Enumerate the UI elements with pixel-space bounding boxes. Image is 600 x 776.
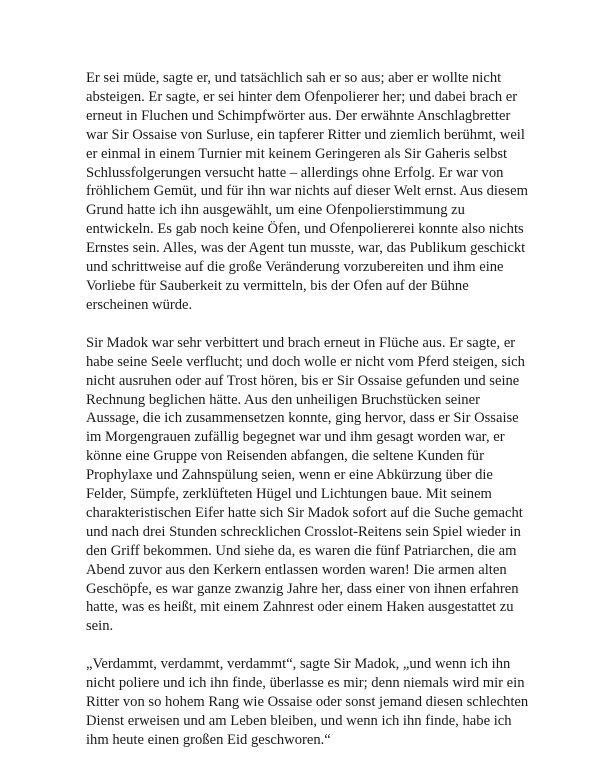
text-line: er einmal in einem Turnier mit keinem Geringeren als Sir Gaheris selbst xyxy=(86,145,508,162)
text-line: erneut in Fluchen und Schimpfwörter aus. Der erwähnte Anschlagbretter xyxy=(86,107,511,124)
text-line: könne eine Gruppe von Reisenden abfangen, die seltene Kunden für xyxy=(86,448,484,465)
text-line: nicht ausruhen oder auf Trost hören, bis er Sir Ossaise gefunden und seine xyxy=(86,372,520,389)
paragraph-3 xyxy=(86,655,536,750)
text-line: Grund hatte ich ihn ausgewählt, um eine Ofenpolierstimmung zu xyxy=(86,202,465,219)
text-line: fröhlichem Gemüt, und für ihn war nichts auf dieser Welt ernst. Aus diesem xyxy=(86,183,528,200)
text-line: hatte, was es heißt, mit einem Zahnrest oder einem Haken ausgestattet zu xyxy=(86,599,514,616)
text-line: Geschöpfe, es war ganze zwanzig Jahre her, dass einer von ihnen erfahren xyxy=(86,580,519,597)
text-line: den Griff bekommen. Und siehe da, es waren die fünf Patriarchen, die am xyxy=(86,542,517,559)
text-line: Ritter von so hohem Rang wie Ossaise oder sonst jemand diesen schlechten xyxy=(86,694,529,711)
text-line: Vorliebe für Sauberkeit zu vermitteln, bis der Ofen auf der Bühne xyxy=(86,277,469,294)
text-line: Sir Madok war sehr verbittert und brach erneut in Flüche aus. Er sagte, er xyxy=(86,334,516,351)
text-line: und schrittweise auf die große Veränderung vorzubereiten und ihm eine xyxy=(86,259,504,276)
text-line: Abend zuvor aus den Kerkern entlassen worden waren! Die armen alten xyxy=(86,561,507,578)
text-line: sein. xyxy=(86,618,114,635)
text-line: Prophylaxe und Zahnspülung seien, wenn er eine Abkürzung über die xyxy=(86,467,493,484)
text-line: erscheinen würde. xyxy=(86,296,193,313)
text-line: absteigen. Er sagte, er sei hinter dem Ofenpolierer her; und dabei brach er xyxy=(86,88,518,105)
text-line: war Sir Ossaise von Surluse, ein tapferer Ritter und ziemlich berühmt, weil xyxy=(86,126,525,143)
text-line: entwickeln. Es gab noch keine Öfen, und Ofenpoliererei konnte also nichts xyxy=(86,221,524,238)
text-line: habe seine Seele verflucht; und doch wolle er nicht vom Pferd steigen, sich xyxy=(86,353,525,370)
text-line: Rechnung beglichen hätte. Aus den unheiligen Bruchstücken seiner xyxy=(86,391,480,408)
text-line: im Morgengrauen zufällig begegnet war und ihm gesagt worden war, er xyxy=(86,429,505,446)
text-line: Dienst erweisen und am Leben bleiben, und wenn ich ihn finde, habe ich xyxy=(86,713,512,729)
text-line: Aussage, die ich zusammensetzen konnte, ging hervor, dass er Sir Ossaise xyxy=(86,410,519,427)
text-line: Felder, Sümpfe, zerklüfteten Hügel und Lichtungen baue. Mit seinem xyxy=(86,486,492,503)
paragraph-2 xyxy=(86,334,536,637)
text-line: und nach drei Stunden schrecklichen Crosslot-Reitens sein Spiel wieder in xyxy=(86,523,521,540)
document-body xyxy=(86,69,536,769)
text-line: „Verdammt, verdammt, verdammt“, sagte Sir Madok, „und wenn ich ihn xyxy=(86,656,511,673)
paragraph-1 xyxy=(86,69,536,315)
text-line: charakteristischen Eifer hatte sich Sir Madok sofort auf die Suche gemacht xyxy=(86,504,523,521)
text-line: Ernstes sein. Alles, was der Agent tun musste, war, das Publikum geschickt xyxy=(86,240,526,257)
text-line: Schlussfolgerungen versucht hatte – allerdings ohne Erfolg. Er war von xyxy=(86,164,504,181)
text-line: ihm heute einen großen Eid geschworen.“ xyxy=(86,731,331,748)
text-line: Er sei müde, sagte er, und tatsächlich sah er so aus; aber er wollte nicht xyxy=(86,70,502,86)
text-line: nicht poliere und ich ihn finde, überlasse es mir; denn niemals wird mir ein xyxy=(86,675,525,692)
